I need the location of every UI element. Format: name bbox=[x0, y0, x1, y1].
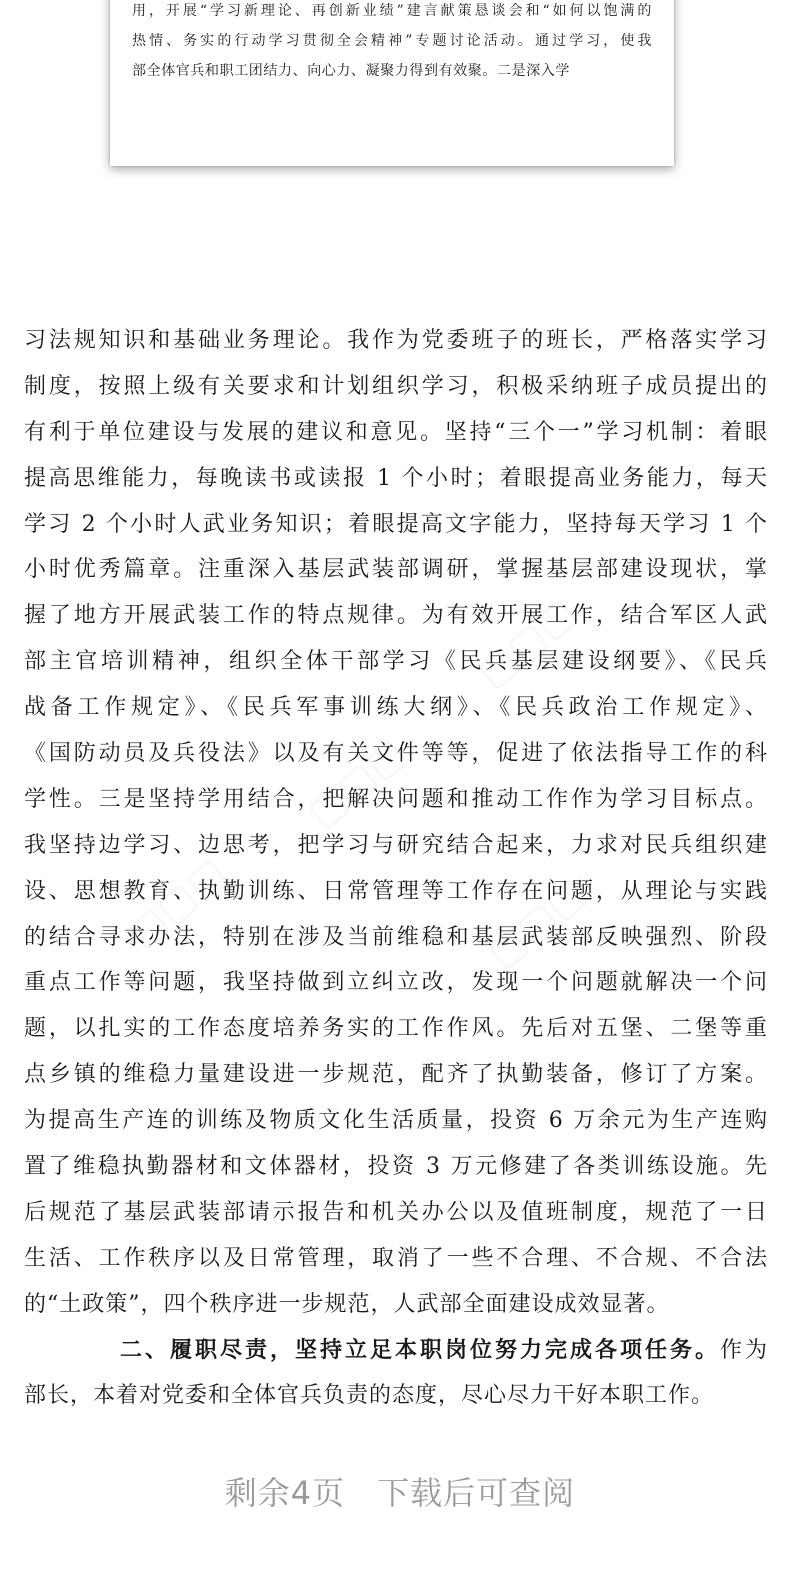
preview-line: 热情、务实的行动学习贯彻全会精神”专题讨论活动。通过学习，使我 bbox=[132, 33, 652, 49]
body-line: 小时优秀篇章。注重深入基层武装部调研，掌握基层部建设现状，掌 bbox=[24, 557, 768, 583]
body-line: 学习 2 个小时人武业务知识；着眼提高文字能力，坚持每天学习 1 个 bbox=[24, 511, 768, 537]
body-line: 为提高生产连的训练及物质文化生活质量，投资 6 万余元为生产连购 bbox=[24, 1108, 768, 1134]
body-line: 部长，本着对党委和全体官兵负责的态度，尽心尽力干好本职工作。 bbox=[24, 1383, 715, 1409]
previous-page-text bbox=[132, 0, 652, 86]
previous-page-card bbox=[110, 0, 674, 166]
body-line: 学性。三是坚持学用结合，把解决问题和推动工作作为学习目标点。 bbox=[24, 786, 768, 812]
download-to-view-label: 下载后可查阅 bbox=[377, 1474, 576, 1512]
preview-line: 部全体官兵和职工团结力、向心力、凝聚力得到有效聚。二是深入学 bbox=[132, 63, 570, 79]
body-line: 重点工作等问题，我坚持做到立纠立改，发现一个问题就解决一个问 bbox=[24, 970, 768, 996]
body-line: 置了维稳执勤器材和文体器材，投资 3 万元修建了各类训练设施。先 bbox=[24, 1154, 768, 1180]
body-line: 习法规知识和基础业务理论。我作为党委班子的班长，严格落实学习 bbox=[24, 328, 768, 353]
preview-line: 用，开展“学习新理论、再创新业绩”建言献策恳谈会和“如何以饱满的 bbox=[132, 3, 652, 19]
section-heading-tail: 作为 bbox=[719, 1337, 768, 1363]
body-line: 战备工作规定》、《民兵军事训练大纲》、《民兵政治工作规定》、 bbox=[24, 695, 768, 721]
body-line: 有利于单位建设与发展的建议和意见。坚持“三个一”学习机制：着眼 bbox=[24, 419, 768, 445]
section-heading-line bbox=[24, 1328, 768, 1374]
body-line: 部主官培训精神，组织全体干部学习《民兵基层建设纲要》、《民兵 bbox=[24, 649, 768, 675]
body-line: 《国防动员及兵役法》以及有关文件等等，促进了依法指导工作的科 bbox=[24, 741, 768, 767]
body-line: 的“土政策”，四个秩序进一步规范，人武部全面建设成效显著。 bbox=[24, 1291, 670, 1317]
section-heading: 二、履职尽责，坚持立足本职岗位努力完成各项任务。 bbox=[120, 1336, 720, 1363]
body-line: 制度，按照上级有关要求和计划组织学习，积极采纳班子成员提出的 bbox=[24, 373, 768, 399]
remaining-pages-notice[interactable] bbox=[0, 1468, 800, 1514]
body-line: 我坚持边学习、边思考，把学习与研究结合起来，力求对民兵组织建 bbox=[24, 832, 768, 858]
remaining-pages-label: 剩余4页 bbox=[224, 1474, 346, 1512]
body-line: 题，以扎实的工作态度培养务实的工作作风。先后对五堡、二堡等重 bbox=[24, 1016, 768, 1042]
body-line: 握了地方开展武装工作的特点规律。为有效开展工作，结合军区人武 bbox=[24, 603, 768, 629]
document-body bbox=[24, 318, 768, 1419]
body-line: 生活、工作秩序以及日常管理，取消了一些不合理、不合规、不合法 bbox=[24, 1245, 768, 1271]
body-line: 设、思想教育、执勤训练、日常管理等工作存在问题，从理论与实践 bbox=[24, 878, 768, 904]
body-line: 后规范了基层武装部请示报告和机关办公以及值班制度，规范了一日 bbox=[24, 1199, 768, 1225]
body-line: 提高思维能力，每晚读书或读报 1 个小时；着眼提高业务能力，每天 bbox=[24, 465, 768, 491]
body-line: 点乡镇的维稳力量建设进一步规范，配齐了执勤装备，修订了方案。 bbox=[24, 1062, 768, 1088]
body-line: 的结合寻求办法，特别在涉及当前维稳和基层武装部反映强烈、阶段 bbox=[24, 924, 768, 950]
